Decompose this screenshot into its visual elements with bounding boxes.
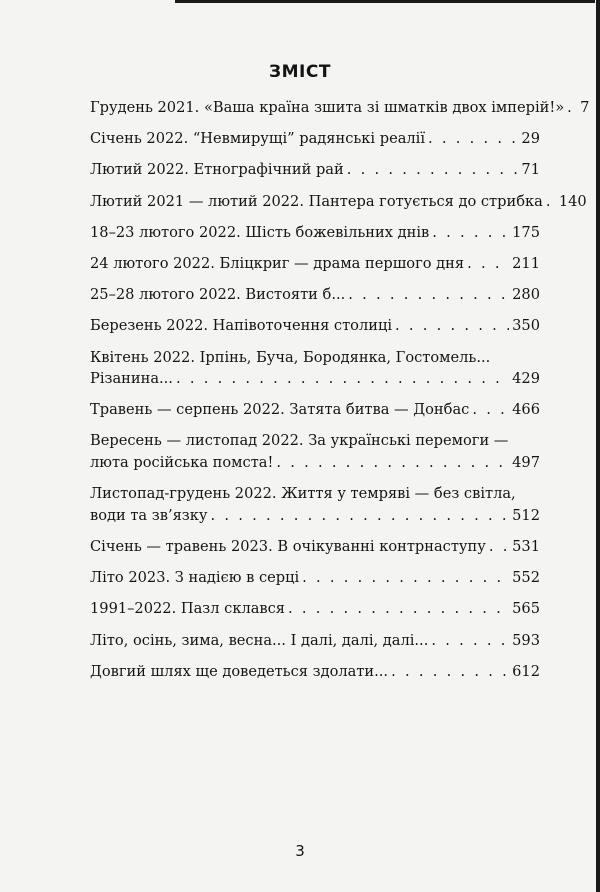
dot-leader bbox=[431, 630, 509, 652]
toc-entry-row bbox=[90, 567, 540, 589]
toc-entry-page: 71 bbox=[521, 161, 540, 179]
toc-entry-title: Літо, осінь, зима, весна... І далі, далі, далі... bbox=[90, 631, 429, 649]
toc-entry-title-line: Вересень — листопад 2022. За українські перемоги — bbox=[90, 432, 509, 450]
toc-entry bbox=[90, 159, 540, 181]
toc-entry-row bbox=[90, 97, 590, 119]
toc-entry bbox=[90, 315, 540, 337]
toc-entry-page: 466 bbox=[512, 401, 540, 419]
toc-entry-page: 565 bbox=[512, 600, 540, 618]
dot-leader bbox=[288, 598, 509, 620]
toc-entry-title-line: Квітень 2022. Ірпінь, Буча, Бородянка, Гостомель... bbox=[90, 348, 491, 366]
toc-entry-row bbox=[90, 315, 540, 337]
dot-leader bbox=[176, 368, 509, 390]
dot-leader bbox=[276, 452, 509, 474]
toc-entry-page: 429 bbox=[512, 370, 540, 388]
toc-entry-row bbox=[90, 399, 540, 421]
dot-leader bbox=[348, 284, 509, 306]
right-border-line bbox=[596, 0, 600, 892]
toc-entry-title: Січень 2022. “Невмирущі” радянські реалії bbox=[90, 130, 426, 148]
toc-entry-page: 512 bbox=[512, 506, 540, 524]
toc-entry-row bbox=[90, 284, 540, 306]
toc-entry bbox=[90, 222, 540, 244]
toc-entry-page: 7 bbox=[580, 99, 590, 116]
toc-entry-page: 497 bbox=[512, 454, 540, 472]
page-title: ЗМІСТ bbox=[269, 62, 331, 82]
toc-entry-row bbox=[90, 159, 540, 181]
toc-entry-title: Грудень 2021. «Ваша країна зшита зі шматків двох імперій!» bbox=[90, 99, 565, 116]
toc-entry bbox=[90, 347, 540, 390]
dot-leader bbox=[472, 399, 509, 421]
toc-entry-page: 175 bbox=[512, 223, 540, 241]
toc-entry-title: люта російська помста! bbox=[90, 454, 274, 472]
toc-entry-row bbox=[90, 128, 540, 150]
toc-entry-title: Березень 2022. Напівоточення столиці bbox=[90, 317, 393, 335]
dot-leader bbox=[395, 315, 509, 337]
toc-entry bbox=[90, 598, 540, 620]
toc-entry-page: 552 bbox=[512, 569, 540, 587]
toc-entry-page: 140 bbox=[558, 192, 587, 210]
toc-entry-title: Лютий 2021 — лютий 2022. Пантера готується до стрибка bbox=[90, 192, 543, 210]
toc-entry-row bbox=[90, 222, 540, 244]
toc-entry-row bbox=[90, 598, 540, 620]
dot-leader bbox=[391, 661, 509, 683]
toc-entry-title: води та зв’язку bbox=[90, 506, 208, 524]
toc-entry-title: Січень — травень 2023. В очікуванні контрнаступу bbox=[90, 538, 486, 556]
dot-leader bbox=[347, 159, 519, 181]
toc-entry-title: 25–28 лютого 2022. Вистояти б... bbox=[90, 286, 346, 304]
toc-entry bbox=[90, 253, 540, 275]
dot-leader bbox=[567, 97, 577, 119]
dot-leader bbox=[489, 536, 509, 558]
toc-entry-page: 593 bbox=[512, 631, 540, 649]
toc-entry-row bbox=[90, 191, 587, 213]
toc-entry-page: 531 bbox=[512, 538, 540, 556]
dot-leader bbox=[432, 222, 509, 244]
toc-entry-page: 280 bbox=[512, 286, 540, 304]
toc-entry bbox=[90, 630, 540, 652]
top-border-line bbox=[175, 0, 595, 3]
toc-entry-title: Травень — серпень 2022. Затята битва — Донбас bbox=[90, 401, 470, 419]
toc-entry-title: 1991–2022. Пазл склався bbox=[90, 600, 286, 618]
toc-entry-row bbox=[90, 505, 540, 527]
toc-entry bbox=[90, 430, 540, 473]
page-number: 3 bbox=[295, 842, 305, 860]
toc-entry-title-line: Листопад-грудень 2022. Життя у темряві — без світла, bbox=[90, 485, 516, 503]
toc-entry bbox=[90, 191, 587, 213]
toc-entry bbox=[90, 284, 540, 306]
toc-entry-row bbox=[90, 630, 540, 652]
toc-entry-page: 612 bbox=[512, 662, 540, 680]
dot-leader bbox=[467, 253, 509, 275]
toc-entry bbox=[90, 483, 540, 526]
toc-entry-page: 350 bbox=[512, 317, 540, 335]
toc-entry-row bbox=[90, 368, 540, 390]
toc-entry bbox=[90, 399, 540, 421]
toc-entry-title: Різанина... bbox=[90, 370, 173, 388]
dot-leader bbox=[546, 191, 556, 213]
toc-entry-row bbox=[90, 253, 540, 275]
toc-entry-row bbox=[90, 661, 540, 683]
table-of-contents bbox=[90, 97, 590, 692]
dot-leader bbox=[210, 505, 509, 527]
toc-entry-title: Лютий 2022. Етнографічний рай bbox=[90, 161, 344, 179]
toc-entry bbox=[90, 536, 540, 558]
toc-entry-page: 211 bbox=[512, 254, 540, 272]
dot-leader bbox=[428, 128, 518, 150]
toc-entry-row bbox=[90, 452, 540, 474]
toc-entry-title: Літо 2023. З надією в серці bbox=[90, 569, 300, 587]
toc-entry-title: 24 лютого 2022. Бліцкриг — драма першого дня bbox=[90, 254, 465, 272]
toc-entry-title: Довгий шлях ще доведеться здолати... bbox=[90, 662, 389, 680]
toc-entry bbox=[90, 128, 540, 150]
toc-entry bbox=[90, 97, 590, 119]
toc-entry bbox=[90, 567, 540, 589]
dot-leader bbox=[302, 567, 509, 589]
toc-entry-title: 18–23 лютого 2022. Шість божевільних днів bbox=[90, 223, 430, 241]
toc-entry bbox=[90, 661, 540, 683]
toc-entry-page: 29 bbox=[521, 130, 540, 148]
toc-entry-row bbox=[90, 536, 540, 558]
